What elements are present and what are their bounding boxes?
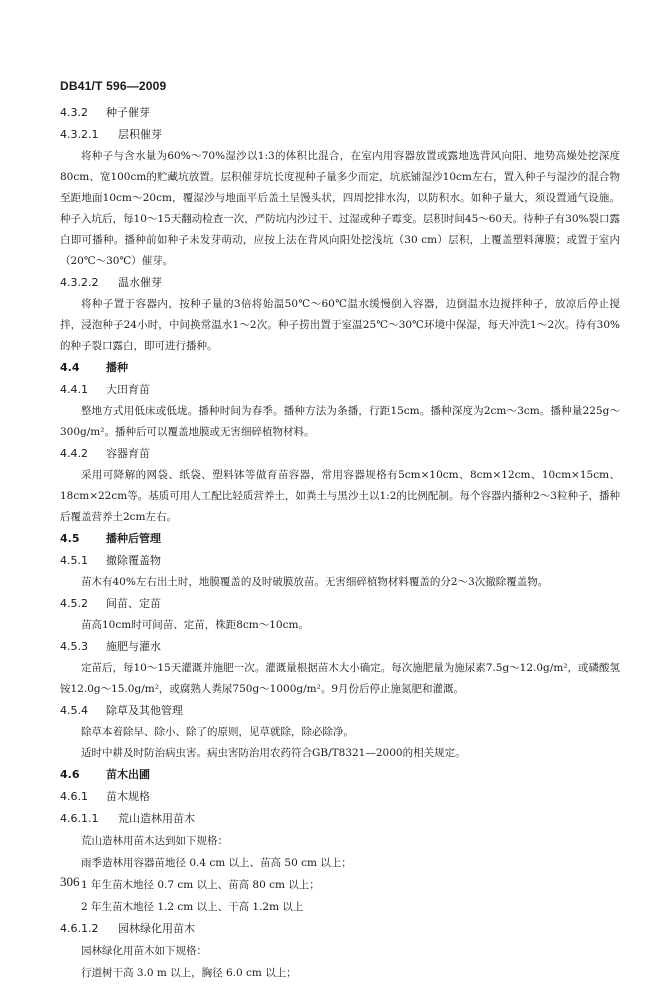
section-number: 4.3.2 xyxy=(60,106,88,119)
section-number: 4.5.1 xyxy=(60,554,88,567)
section-title: 播种 xyxy=(106,361,128,374)
section-title: 温水催芽 xyxy=(118,276,162,289)
document-code: DB41/T 596—2009 xyxy=(60,79,167,93)
paragraph-weeding: 除草本着除早、除小、除了的原则，见草就除，除必除净。 xyxy=(81,726,354,738)
heading-4-6 xyxy=(60,764,620,786)
section-title: 园林绿化用苗木 xyxy=(118,922,195,935)
paragraph-pest-control: 适时中耕及时防治病虫害。病虫害防治用农药符合GB/T8321—2000的相关规定。 xyxy=(81,747,466,759)
heading-4-5 xyxy=(60,528,620,550)
spec-line: 园林绿化用苗木如下规格： xyxy=(81,945,207,957)
section-title: 苗木出圃 xyxy=(106,768,150,781)
section-number: 4.5.2 xyxy=(60,597,88,610)
page-number: 306 xyxy=(60,874,80,889)
spec-line: 荒山造林用苗木达到如下规格： xyxy=(81,835,228,847)
heading-4-6-1-1 xyxy=(60,808,620,830)
paragraph-layered-germination: 将种子与含水量为60%～70%湿沙以1:3的体积比混合，在室内用容器放置或露地选背风向阳、地势高燥处挖深度80cm、宽100cm的贮藏坑放置。层积催芽坑长度视种子量多少而定，坑底铺湿沙10cm左右，置入种子与湿沙的混合物至距地面10cm～20cm，覆湿沙与地面平后盖土呈馒头状，四周挖排水沟，以防积水。如种子量大，须设置通气设施。种子入坑后，每10～15天翻动检查一次，严防坑内沙过干、过湿或种子霉变。层积时间45～60天。待种子有30%裂口露白即可播种。播种前如种子未发芽萌动，应按上法在背风向阳处挖浅坑（30 cm）层积，上覆盖塑料薄膜；或置于室内（20℃～30℃）催芽。 xyxy=(60,150,620,267)
paragraph-fertilize-water: 定苗后，每10～15天灌溉并施肥一次。灌溉量根据苗木大小确定。每次施肥量为施尿素7.5g～12.0g/m²，或磷酸氢铵12.0g～15.0g/m²，或腐熟人粪尿750g～1000g/m²。9月份后停止施氮肥和灌溉。 xyxy=(60,662,620,695)
section-number: 4.6.1.1 xyxy=(60,812,99,825)
section-number: 4.3.2.1 xyxy=(60,128,99,141)
heading-4-6-1 xyxy=(60,786,620,808)
paragraph-field-nursery: 整地方式用低床或低垅。播种时间为春季。播种方法为条播，行距15cm。播种深度为2cm～3cm。播种量225g～300g/m²。播种后可以覆盖地膜或无害细碎植物材料。 xyxy=(60,405,620,438)
heading-4-3-2-1 xyxy=(60,124,620,146)
heading-4-4 xyxy=(60,357,620,379)
spec-line: 行道树干高 3.0 m 以上，胸径 6.0 cm 以上； xyxy=(81,967,297,979)
section-number: 4.3.2.2 xyxy=(60,276,99,289)
spec-line: 2 年生苗木地径 1.2 cm 以上、干高 1.2m 以上 xyxy=(81,901,304,913)
document-body xyxy=(60,102,620,984)
heading-4-5-1 xyxy=(60,550,620,572)
heading-4-5-4 xyxy=(60,700,620,722)
section-number: 4.5.4 xyxy=(60,704,88,717)
heading-4-4-2 xyxy=(60,443,620,465)
section-number: 4.6 xyxy=(60,768,80,781)
section-number: 4.6.1 xyxy=(60,790,88,803)
spec-line: 1 年生苗木地径 0.7 cm 以上、苗高 80 cm 以上； xyxy=(81,879,320,891)
paragraph-thinning: 苗高10cm时可间苗、定苗，株距8cm～10cm。 xyxy=(81,619,309,631)
paragraph-remove-cover: 苗木有40%左右出土时，地膜覆盖的及时破膜放苗。无害细碎植物材料覆盖的分2～3次撤除覆盖物。 xyxy=(81,576,549,588)
section-number: 4.6.1.2 xyxy=(60,922,99,935)
section-title: 种子催芽 xyxy=(106,106,150,119)
section-number: 4.4.1 xyxy=(60,383,88,396)
section-title: 除草及其他管理 xyxy=(106,704,183,717)
section-title: 苗木规格 xyxy=(106,790,150,803)
section-title: 荒山造林用苗木 xyxy=(118,812,195,825)
paragraph-container-nursery: 采用可降解的网袋、纸袋、塑料钵等做育苗容器，常用容器规格有5cm×10cm、8cm×12cm、10cm×15cm、18cm×22cm等。基质可用人工配比轻质营养土，如粪土与黑沙土以1:2的比例配制。每个容器内播种2～3粒种子，播种后覆盖营养土2cm左右。 xyxy=(60,469,620,523)
heading-4-6-1-2 xyxy=(60,918,620,940)
heading-4-5-3 xyxy=(60,636,620,658)
paragraph-warm-water-germination: 将种子置于容器内，按种子量的3倍将始温50℃～60℃温水缓慢倒入容器，边倒温水边搅拌种子，放凉后停止搅拌，浸泡种子24小时，中间换常温水1～2次。种子捞出置于室温25℃～30℃环境中保湿，每天冲洗1～2次。待有30%的种子裂口露白，即可进行播种。 xyxy=(60,298,620,352)
heading-4-3-2-2 xyxy=(60,272,620,294)
section-title: 大田育苗 xyxy=(106,383,150,396)
heading-4-4-1 xyxy=(60,379,620,401)
section-title: 播种后管理 xyxy=(106,532,161,545)
section-title: 撤除覆盖物 xyxy=(106,554,161,567)
spec-line: 雨季造林用容器苗地径 0.4 cm 以上、苗高 50 cm 以上； xyxy=(81,857,352,869)
section-title: 容器育苗 xyxy=(106,447,150,460)
section-number: 4.5.3 xyxy=(60,640,88,653)
section-number: 4.4 xyxy=(60,361,80,374)
heading-4-3-2 xyxy=(60,102,620,124)
section-title: 层积催芽 xyxy=(118,128,162,141)
section-number: 4.4.2 xyxy=(60,447,88,460)
section-number: 4.5 xyxy=(60,532,80,545)
heading-4-5-2 xyxy=(60,593,620,615)
section-title: 施肥与灌水 xyxy=(106,640,161,653)
section-title: 间苗、定苗 xyxy=(106,597,161,610)
